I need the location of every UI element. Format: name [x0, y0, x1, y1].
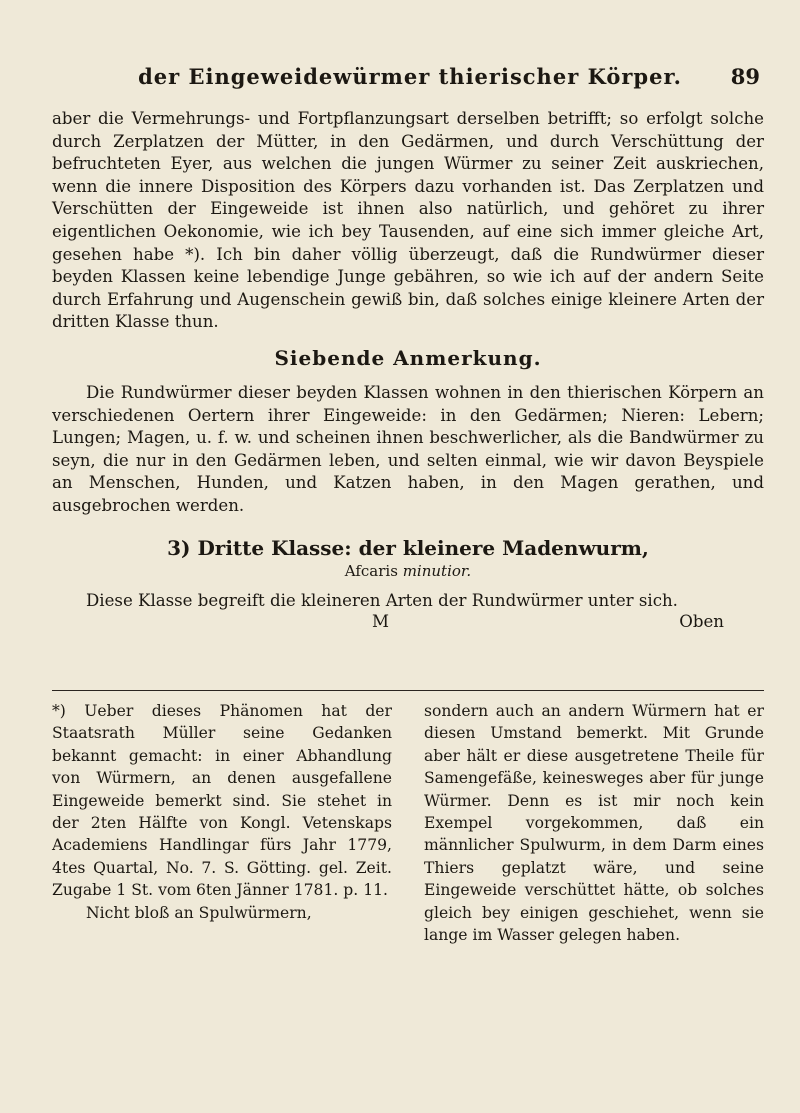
class-latin-name [52, 562, 764, 580]
latin-genus: Afcaris [344, 561, 398, 580]
footnote [52, 700, 764, 946]
section-title: Siebende Anmerkung. [274, 345, 542, 370]
footnote-left-catch: Nicht bloß an Spulwürmern, [86, 903, 312, 922]
footnote-right-text: sondern auch an andern Würmern hat er diesen Umstand bemerkt. Mit Grunde aber hält er diese ausgetretene Theile für Samengefäße, keinesweges aber für junge Würmer. Denn es ist mir noch kein Exempel vorgekommen, daß ein männlicher Spulwurm, in dem Darm eines Thiers geplatzt wäre, und seine Eingeweide verschüttet hätte, ob solches gleich bey einigen geschiehet, wenn sie lange im Wasser gelegen haben. [424, 702, 764, 945]
paragraph-2: Die Rundwürmer dieser beyden Klassen wohnen in den thierischen Körpern an verschiedenen Oertern ihrer Eingeweide: in den Gedärmen; Nieren: Lebern; Lungen; Magen, u. f. w. und scheinen ihnen beschwerlicher, als die Bandwürmer zu seyn, die nur in den Gedärmen leben, und selten einmal, wie wir davon Beyspiele an Menschen, Hunden, und Katzen haben, in den Magen gerathen, und ausgebrochen werden. [52, 382, 764, 515]
footnote-left-text: *) Ueber dieses Phänomen hat der Staatsrath Müller seine Gedanken bekannt gemacht: in einer Abhandlung von Würmern, an denen ausgefallene Eingeweide bemerkt sind. Sie stehet in der 2ten Hälfte von Kongl. Vetenskaps Academiens Handlingar fürs Jahr 1779, 4tes Quartal, No. 7. S. Götting. gel. Zeit. Zugabe 1 St. vom 6ten Jänner 1781. p. 11. [52, 702, 392, 900]
paragraph-1: aber die Vermehrungs- und Fortpflanzungsart derselben betrifft; so erfolgt solche durch Zerplatzen der Mütter, in den Gedärmen, und durch Verschüttung der befruchteten Eyer, aus welchen die jungen Würmer zu seiner Zeit auskriechen, wenn die innere Disposition des Körpers dazu vorhanden ist. Das Zerplatzen und Verschütten der Eingeweide ist ihnen also natürlich, und gehöret zu ihrer eigentlichen Oekonomie, wie ich bey Tausenden, auf eine sich immer gleiche Art, gesehen habe *). Ich bin daher völlig überzeugt, daß die Rundwürmer dieser beyden Klassen keine lebendige Junge gebähren, so wie ich auf der andern Seite durch Erfahrung und Augenschein gewiß bin, daß solches einige kleinere Arten der dritten Klasse thun. [52, 109, 764, 332]
class-heading: 3) Dritte Klasse: der kleinere Madenwurm, [167, 535, 649, 560]
catchword: Oben [679, 612, 724, 632]
footnote-divider [52, 690, 764, 691]
main-text [52, 108, 764, 631]
latin-epithet: minutior. [402, 561, 472, 580]
signature-mark: M [372, 612, 389, 632]
footnote-right-column [424, 700, 764, 946]
catchword-row [52, 612, 764, 631]
page-header [110, 64, 760, 94]
running-head: der Eingeweidewürmer thierischer Körper. [138, 64, 682, 89]
paragraph-3: Diese Klasse begreift die kleineren Arten der Rundwürmer unter sich. [86, 590, 678, 610]
page-number: 89 [730, 64, 760, 89]
footnote-left-column [52, 700, 392, 946]
